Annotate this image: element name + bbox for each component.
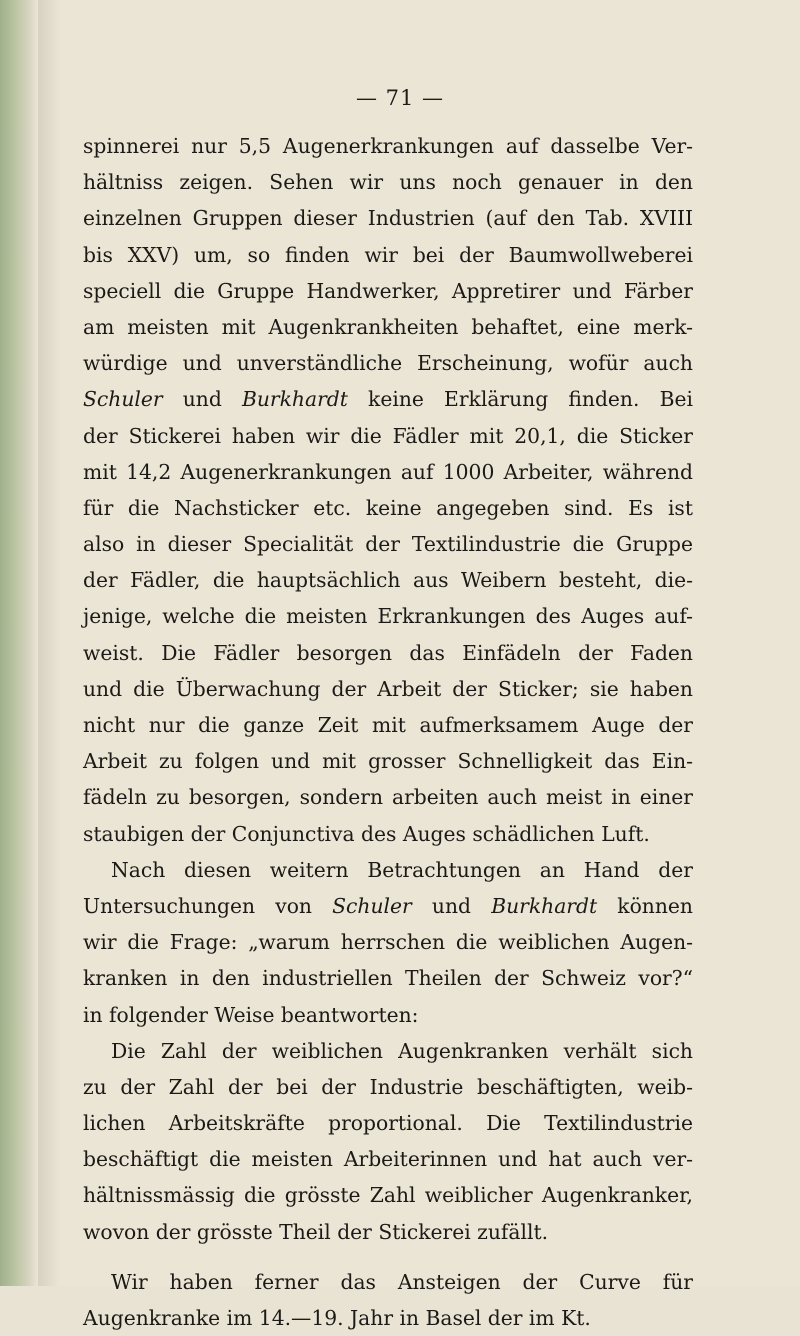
text-segment: am meisten mit Augenkrankheiten behaftet, eine merk- xyxy=(83,314,693,339)
text-line xyxy=(83,309,693,345)
text-line xyxy=(83,743,693,779)
text-line xyxy=(83,888,693,924)
text-segment: kranken in den industriellen Theilen der Schweiz vor?“ xyxy=(83,966,693,991)
text-line xyxy=(83,237,693,273)
text-line xyxy=(83,1069,693,1105)
text-segment: und xyxy=(411,893,492,918)
text-segment: hältnissmässig die grösste Zahl weiblicher Augenkranker, xyxy=(83,1183,693,1208)
text-line xyxy=(83,598,693,634)
paragraph xyxy=(83,1264,693,1336)
text-line xyxy=(83,707,693,743)
text-line xyxy=(83,490,693,526)
text-line xyxy=(83,779,693,815)
text-segment: der Fädler, die hauptsächlich aus Weibern besteht, die- xyxy=(83,568,693,593)
text-line xyxy=(83,1300,693,1336)
text-segment: wovon der grösste Theil der Stickerei zufällt. xyxy=(83,1219,549,1244)
text-line xyxy=(83,381,693,417)
text-line xyxy=(83,635,693,671)
text-line xyxy=(83,1214,693,1250)
text-segment: und die Überwachung der Arbeit der Sticker; sie haben xyxy=(83,676,693,701)
page-number: — 71 — xyxy=(355,86,445,110)
text-segment: in folgender Weise beantworten: xyxy=(83,1002,419,1027)
text-line xyxy=(83,1264,693,1300)
text-segment: hältniss zeigen. Sehen wir uns noch genauer in den xyxy=(83,170,693,195)
text-segment: also in dieser Specialität der Textilindustrie die Gruppe xyxy=(83,532,693,557)
text-segment: speciell die Gruppe Handwerker, Appretirer und Färber xyxy=(83,278,693,303)
author-name: Burkhardt xyxy=(241,387,348,412)
text-line xyxy=(83,562,693,598)
text-segment: nicht nur die ganze Zeit mit aufmerksamem Auge der xyxy=(83,713,693,737)
text-segment: und xyxy=(162,387,242,412)
text-line xyxy=(83,1105,693,1141)
text-segment: Die Zahl der weiblichen Augenkranken verhält sich xyxy=(111,1038,693,1063)
text-segment: Untersuchungen von xyxy=(83,893,333,918)
paragraph xyxy=(83,852,693,1033)
text-line xyxy=(83,200,693,236)
text-segment: spinnerei nur 5,5 Augenerkrankungen auf dasselbe Ver- xyxy=(83,134,693,158)
text-segment: können xyxy=(597,893,693,918)
text-line xyxy=(83,1141,693,1177)
text-line xyxy=(83,671,693,707)
text-line xyxy=(83,924,693,960)
author-name: Schuler xyxy=(83,387,163,412)
text-line xyxy=(83,128,693,164)
text-line xyxy=(83,273,693,309)
text-segment: bis XXV) um, so finden wir bei der Baumwollweberei xyxy=(83,242,693,267)
text-segment: lichen Arbeitskräfte proportional. Die Textilindustrie xyxy=(83,1111,693,1136)
author-name: Burkhardt xyxy=(491,893,598,918)
text-line xyxy=(83,960,693,996)
text-segment: einzelnen Gruppen dieser Industrien (auf den Tab. XVIII xyxy=(83,206,693,231)
text-segment: würdige und unverständliche Erscheinung, wofür auch xyxy=(83,351,693,376)
text-segment: Augenkranke im 14.—19. Jahr in Basel der im Kt. xyxy=(83,1306,591,1330)
text-line xyxy=(83,816,693,852)
text-segment: wir die Frage: „warum herrschen die weiblichen Augen- xyxy=(83,930,693,955)
text-segment: zu der Zahl der bei der Industrie beschäftigten, weib- xyxy=(83,1074,693,1099)
text-line xyxy=(83,418,693,454)
text-line xyxy=(83,1177,693,1213)
text-segment: Arbeit zu folgen und mit grosser Schnelligkeit das Ein- xyxy=(83,749,693,774)
body-text xyxy=(83,128,693,1336)
text-line xyxy=(83,852,693,888)
text-line xyxy=(83,1033,693,1069)
paragraph-gap xyxy=(83,1250,693,1264)
text-segment: fädeln zu besorgen, sondern arbeiten auch meist in einer xyxy=(83,785,693,810)
text-segment: mit 14,2 Augenerkrankungen auf 1000 Arbeiter, während xyxy=(83,459,693,484)
author-name: Schuler xyxy=(332,893,412,918)
text-segment: der Stickerei haben wir die Fädler mit 20,1, die Sticker xyxy=(83,423,693,448)
page-gutter-edge xyxy=(0,0,38,1286)
text-segment: jenige, welche die meisten Erkrankungen des Auges auf- xyxy=(83,604,693,629)
text-line xyxy=(83,454,693,490)
text-line xyxy=(83,164,693,200)
text-segment: für die Nachsticker etc. keine angegeben sind. Es ist xyxy=(83,495,693,520)
text-segment: keine Erklärung finden. Bei xyxy=(347,387,693,412)
text-line xyxy=(83,526,693,562)
gutter-shadow xyxy=(38,0,60,1286)
text-segment: Wir haben ferner das Ansteigen der Curve für xyxy=(111,1269,693,1294)
text-line xyxy=(83,345,693,381)
text-segment: beschäftigt die meisten Arbeiterinnen und hat auch ver- xyxy=(83,1147,693,1172)
paragraph xyxy=(83,128,693,852)
paragraph xyxy=(83,1033,693,1250)
text-segment: staubigen der Conjunctiva des Auges schädlichen Luft. xyxy=(83,821,650,846)
text-line xyxy=(83,997,693,1033)
text-segment: weist. Die Fädler besorgen das Einfädeln der Faden xyxy=(83,640,693,665)
text-segment: Nach diesen weitern Betrachtungen an Hand der xyxy=(111,857,693,882)
